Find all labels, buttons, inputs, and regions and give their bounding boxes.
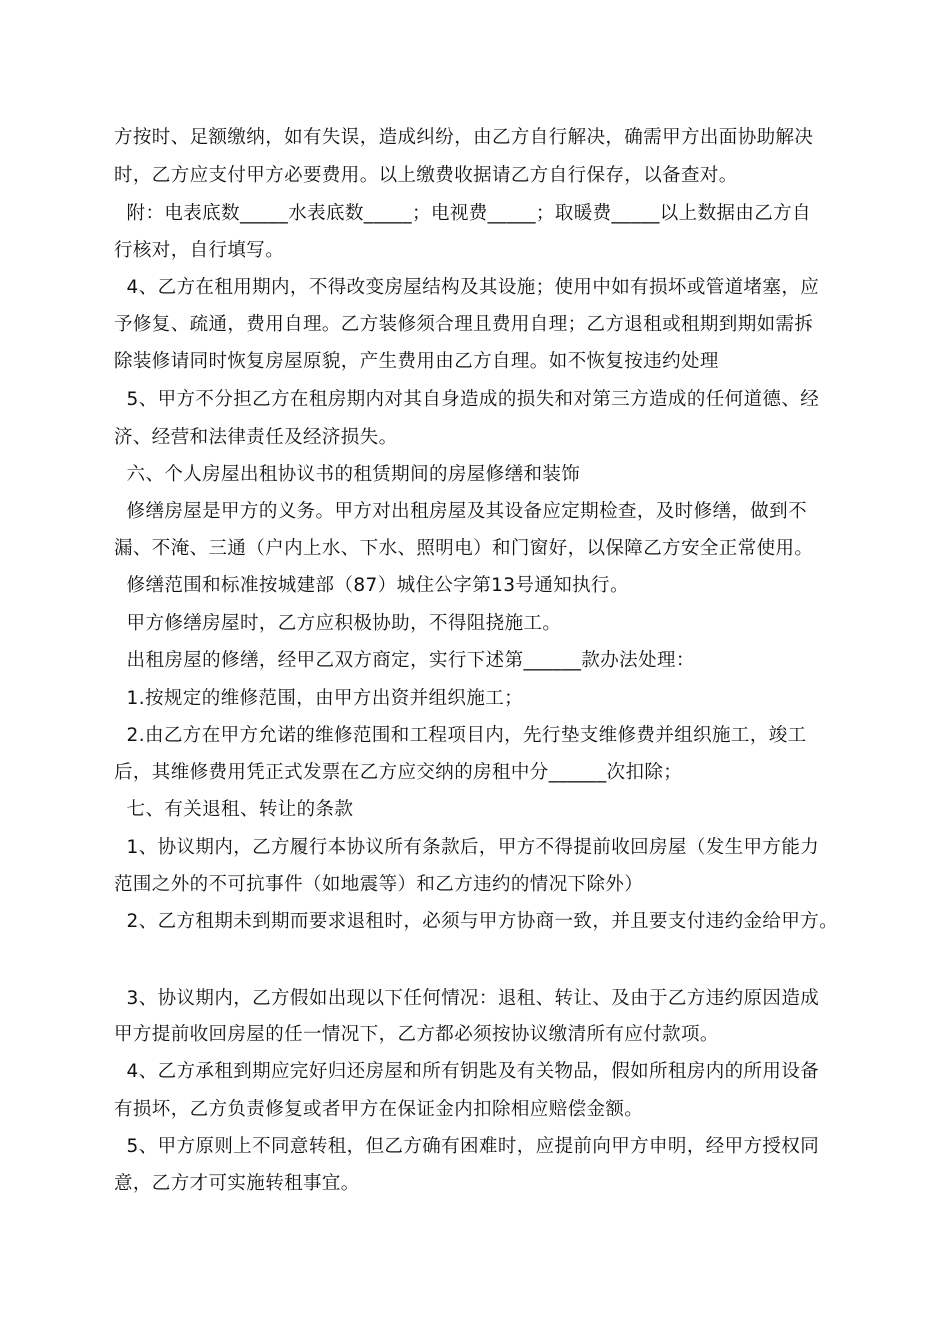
text-line: 修缮房屋是甲方的义务。甲方对出租房屋及其设备应定期检查，及时修缮，做到不 <box>114 501 807 522</box>
text-line: 后，其维修费用凭正式发票在乙方应交纳的房租中分______次扣除； <box>114 762 683 783</box>
text-line: 甲方修缮房屋时，乙方应积极协助，不得阻挠施工。 <box>114 613 562 634</box>
text-line: 2、乙方租期未到期而要求退租时，必须与甲方协商一致，并且要支付违约金给甲方。 <box>114 911 839 932</box>
text-line: 甲方提前收回房屋的任一情况下，乙方都必须按协议缴清所有应付款项。 <box>114 1024 719 1045</box>
text-line: 5、甲方原则上不同意转租，但乙方确有困难时，应提前向甲方申明，经甲方授权同 <box>114 1136 820 1157</box>
section-heading: 七、有关退租、转让的条款 <box>114 799 354 820</box>
text-line: 1、协议期内，乙方履行本协议所有条款后，甲方不得提前收回房屋（发生甲方能力 <box>114 837 820 858</box>
text-line: 1.按规定的维修范围，由甲方出资并组织施工； <box>114 688 524 709</box>
text-line: 方按时、足额缴纳，如有失误，造成纠纷，由乙方自行解决，确需甲方出面协助解决 <box>114 127 814 148</box>
text-line: 济、经营和法律责任及经济损失。 <box>114 427 398 448</box>
text-line: 范围之外的不可抗事件（如地震等）和乙方违约的情况下除外） <box>114 874 644 895</box>
text-line: 修缮范围和标准按城建部（87）城住公字第13号通知执行。 <box>114 575 629 596</box>
text-line: 4、乙方在租用期内，不得改变房屋结构及其设施；使用中如有损坏或管道堵塞，应 <box>114 277 820 298</box>
section-heading: 六、个人房屋出租协议书的租赁期间的房屋修缮和装饰 <box>114 464 581 485</box>
text-line: 意，乙方才可实施转租事宜。 <box>114 1173 360 1194</box>
text-line: 行核对，自行填写。 <box>114 240 285 261</box>
text-line: 5、甲方不分担乙方在租房期内对其自身造成的损失和对第三方造成的任何道德、经 <box>114 389 820 410</box>
text-line: 予修复、疏通，费用自理。乙方装修须合理且费用自理；乙方退租或租期到期如需拆 <box>114 314 814 335</box>
text-line: 4、乙方承租到期应完好归还房屋和所有钥匙及有关物品，假如所租房内的所用设备 <box>114 1061 820 1082</box>
text-line: 2.由乙方在甲方允诺的维修范围和工程项目内，先行垫支维修费并组织施工，竣工 <box>114 725 807 746</box>
text-line: 3、协议期内，乙方假如出现以下任何情况：退租、转让、及由于乙方违约原因造成 <box>114 988 820 1009</box>
text-line: 出租房屋的修缮，经甲乙双方商定，实行下述第______款办法处理： <box>114 650 695 671</box>
text-line: 附：电表底数_____水表底数_____；电视费_____；取暖费_____以上数据由乙方自 <box>114 203 811 224</box>
text-line: 时，乙方应支付甲方必要费用。以上缴费收据请乙方自行保存，以备查对。 <box>114 165 738 186</box>
text-line: 除装修请同时恢复房屋原貌，产生费用由乙方自理。如不恢复按违约处理 <box>114 351 719 372</box>
text-line: 有损坏，乙方负责修复或者甲方在保证金内扣除相应赔偿金额。 <box>114 1099 644 1120</box>
text-line: 漏、不淹、三通（户内上水、下水、照明电）和门窗好，以保障乙方安全正常使用。 <box>114 538 814 559</box>
